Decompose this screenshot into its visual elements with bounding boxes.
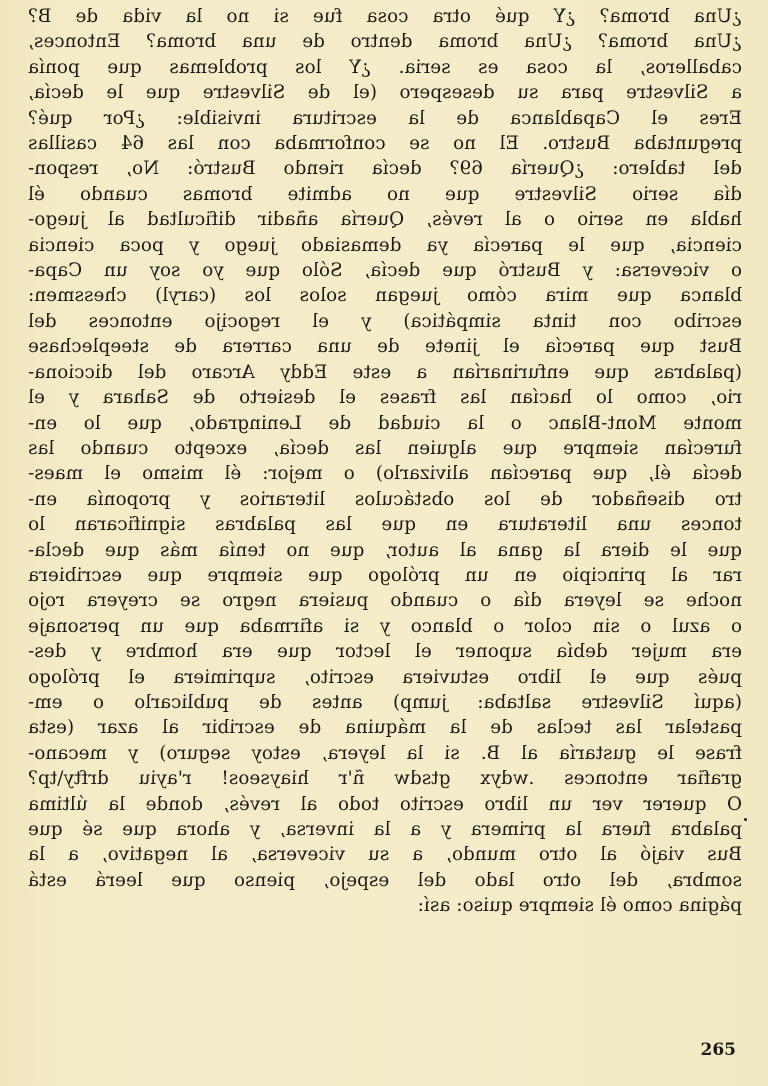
text-line: rio, como lo hacían las frases el desierto de Sahara y el	[28, 387, 742, 409]
text-line: pastelar las teclas de la máquina de escribir al azar (esta	[28, 717, 742, 739]
stray-dot-mark	[744, 818, 747, 821]
text-line: furecían siempre que alguien las decía, excepto cuando las	[28, 437, 742, 459]
text-line: que le diera la gana al autor, que no tenía más que decla-	[28, 539, 742, 561]
text-line: rar al principio en un prólogo que siempre que escribiera	[28, 564, 742, 586]
text-line: día serio Silvestre que no admite bromas cuando él	[28, 183, 742, 205]
text-line: pués que el libro estuviera escrito, suprimiera el prólogo	[28, 666, 742, 688]
text-line: o viceversa: y Bustró que decía, Sólo que yo soy un Capa-	[28, 260, 742, 282]
text-line: palabra fuera la primera y a la inversa, y ahora que sé que	[28, 819, 742, 840]
text-line: caballeros, la cosa es seria. ¿Y los problemas que ponía	[28, 56, 742, 78]
text-line: era mujer debía suponer el lector que era hombre y des-	[28, 641, 742, 663]
text-line: ¿Una broma? ¿Y qué otra cosa fue si no la vida de B?	[28, 6, 742, 27]
text-line: página como él siempre quiso: así:	[417, 895, 742, 917]
text-line: tonces una literatura en que las palabras significaran lo	[28, 514, 742, 536]
text-line: (palabras que enfurinarían a este Eddy Arcaro del dicciona-	[28, 361, 742, 383]
text-line: monte Mont-Blanc o la ciudad de Leningrado, que lo en-	[28, 412, 742, 434]
text-line: O querer ver un libro escrito todo al revés, donde la última	[28, 793, 742, 815]
text-line: blanca que mira cómo juegan solos los (caryl) chessmen:	[28, 285, 742, 307]
text-line: frase le gustaría al B. si la leyera, estoy seguro) y mecano-	[28, 742, 742, 764]
page-number: 265	[700, 1040, 736, 1060]
text-line: Bus viajó al otro mundo, a su viceversa, al negativo, a la	[28, 844, 742, 866]
text-line: decía él, que parecían alivizarlo) o mejor: él mismo el maes-	[28, 463, 742, 485]
text-line: a Silvestre para su desespero (el de Silvestre que le decía,	[28, 82, 742, 104]
text-line: noche se leyera día o cuando pusiera negro se creyera rojo	[28, 590, 742, 612]
text-line: del tablero: ¿Quería 69? decía riendo Bustró: No, respon-	[28, 158, 742, 180]
text-line: (aquí Silvestre saltaba: jump) antes de publicarlo o em-	[28, 691, 742, 713]
text-line: grafiar entonces .wdyx gtsdw ñ'r hiayseos! r'ayiu drfty\tp?	[28, 768, 742, 790]
text-line: preguntaba Bustro. El no se conformaba con las 64 casillas	[28, 133, 742, 155]
mirrored-text-block	[28, 4, 742, 919]
text-line: Eres el Capablanca de la escritura invisible: ¿Por qué?	[28, 107, 742, 129]
text-line: tro diseñador de los obstáculos literarios y proponía en-	[28, 488, 742, 510]
text-line: ¿Una broma? ¿Una broma dentro de una broma? Entonces,	[28, 31, 742, 53]
text-line: escribo con tinta simpática) y el regocijo entonces del	[28, 310, 742, 332]
text-line: Bust que parecía el jinete de una carrera de steeplechase	[28, 336, 742, 358]
text-line: habla en serio o al revés, Quería añadir dificultad al juego-	[28, 209, 742, 231]
text-line: ciencia, que le parecía ya demasiado juego y poca ciencia	[28, 234, 742, 256]
text-line: o azul o sin color o blanco y si afirmaba que un personaje	[28, 615, 742, 637]
text-line: sombra, del otro lado del espejo, pienso que leerá está	[28, 869, 742, 891]
